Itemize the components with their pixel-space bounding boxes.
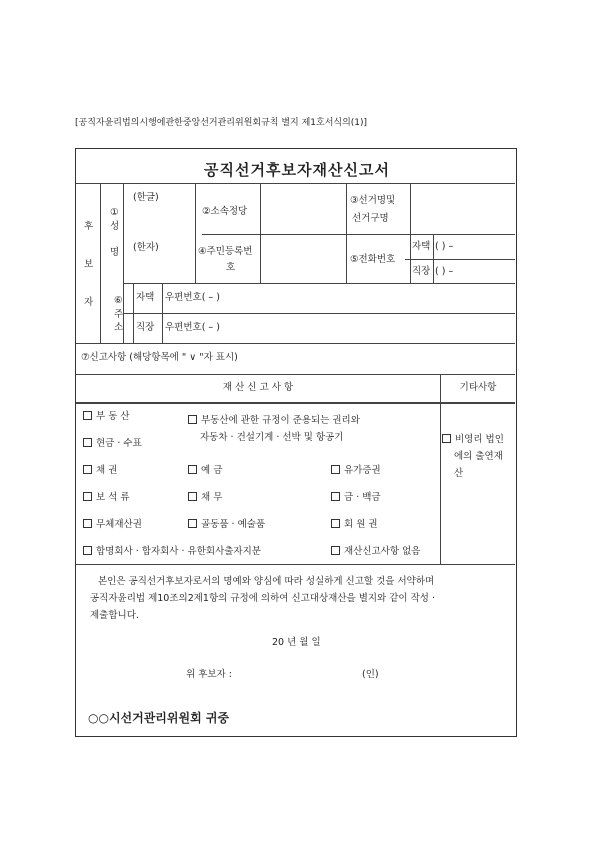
form-title: 공직선거후보자재산신고서 [204,161,390,179]
item-nonprofit-line2: 에의 출연재 [454,451,503,462]
rule [405,259,515,260]
item-antiques[interactable]: 골동품 · 예술품 [188,519,265,531]
resident-number-field[interactable] [261,235,345,282]
address-home-field[interactable]: 우편번호( – ) [165,292,220,303]
district-label: 선거구명 [352,213,389,224]
item-bonds[interactable]: 채 권 [83,465,117,477]
rule [202,234,515,235]
rule [76,343,515,344]
checkbox[interactable] [442,434,451,443]
checkbox[interactable] [188,492,197,501]
rule [100,183,101,343]
oath-text: 본인은 공직선거후보자로서의 명예와 양심에 따라 성실하게 신고할 것을 서약하며 [98,576,435,587]
seal-mark: (인) [362,669,379,680]
phone-work-field[interactable]: ( ) – [435,266,454,277]
rule [133,283,134,343]
name-label: 명 [110,247,120,258]
checkbox[interactable] [331,492,340,501]
rule [346,183,347,283]
candidate-label-char: 후 [84,221,94,232]
checkbox[interactable] [331,519,340,528]
rule [76,374,515,375]
name-label-number: ① [110,207,119,218]
checkbox[interactable] [83,492,92,501]
checkbox[interactable] [188,415,197,424]
rule [195,183,196,283]
item-gold[interactable]: 금 · 백금 [331,492,381,504]
resident-number-label: 호 [226,262,236,273]
item-real-estate-rights[interactable]: 부동산에 관한 규정이 준용되는 권리와 [188,415,360,427]
item-real-estate[interactable]: 부 동 산 [83,411,130,423]
date-line[interactable]: 20 년 월 일 [272,637,321,648]
form-reference: [공직자윤리법의시행에관한중앙선거관리위원회규칙 별지 제1호서식의(1)] [75,118,368,128]
rule [76,403,515,404]
item-debts[interactable]: 채 무 [188,492,222,504]
name-hangul-label: (한글) [133,192,159,203]
property-header: 재 산 신 고 사 항 [222,382,294,393]
phone-work-label: 직장 [412,266,431,277]
rule [76,564,515,565]
checkbox[interactable] [83,411,92,420]
checkbox[interactable] [83,519,92,528]
other-header: 기타사항 [459,382,497,393]
checkbox[interactable] [83,546,92,555]
item-real-estate-rights-line2: 자동차 · 건설기계 · 선박 및 항공기 [200,432,344,443]
signer-label: 위 후보자 : [186,669,232,680]
report-items-label: ⑦신고사항 (해당항목에 " ∨ "자 표시) [81,352,238,363]
phone-home-label: 자택 [412,241,431,252]
signer-field[interactable] [256,665,356,683]
item-jewelry[interactable]: 보 석 류 [83,492,130,504]
district-label: ③선거명및 [350,195,396,206]
party-label: ②소속정당 [202,206,248,217]
district-field[interactable] [411,184,515,233]
item-none[interactable]: 재산신고사항 없음 [331,546,420,558]
name-hanja-label: (한자) [133,242,159,253]
item-membership[interactable]: 회 원 권 [331,519,378,531]
item-nonprofit[interactable]: 비영리 법인 [442,434,504,446]
candidate-label-char: 자 [84,297,94,308]
address-work-field[interactable]: 우편번호( – ) [165,322,220,333]
oath-text: 제출합니다. [90,610,139,621]
name-field[interactable] [162,183,195,283]
address-work-label: 직장 [136,322,155,333]
item-nonprofit-line3: 산 [454,468,464,479]
name-label: 성 [110,221,120,232]
address-label: 주 [114,309,124,320]
rule [123,313,515,314]
item-securities[interactable]: 유가증권 [331,465,381,477]
property-report-form [75,148,517,737]
rule [123,283,515,284]
checkbox[interactable] [331,546,340,555]
address-home-label: 자택 [136,292,155,303]
item-company-shares[interactable]: 합명회사 · 합자회사 · 유한회사출자지분 [83,546,261,558]
checkbox[interactable] [331,465,340,474]
checkbox[interactable] [83,465,92,474]
checkbox[interactable] [83,438,92,447]
checkbox[interactable] [188,519,197,528]
checkbox[interactable] [188,465,197,474]
resident-number-label: ④주민등록번 [198,246,253,257]
phone-home-field[interactable]: ( ) – [435,241,454,252]
rule [433,234,434,283]
party-field[interactable] [261,184,345,233]
item-deposits[interactable]: 예 금 [188,465,222,477]
candidate-label-char: 보 [84,259,94,270]
recipient: ○○시선거관리위원회 귀중 [88,711,230,725]
item-cash[interactable]: 현금 · 수표 [83,438,142,450]
address-label: 소 [114,322,124,333]
rule [162,283,163,343]
oath-text: 공직자윤리법 제10조의2제1항의 규정에 의하여 신고대상재산을 별지와 같이 작성 · [90,593,436,604]
address-label-number: ⑥ [114,295,123,306]
item-intangible[interactable]: 무체재산권 [83,519,142,531]
phone-label: ⑤전화번호 [350,254,396,265]
